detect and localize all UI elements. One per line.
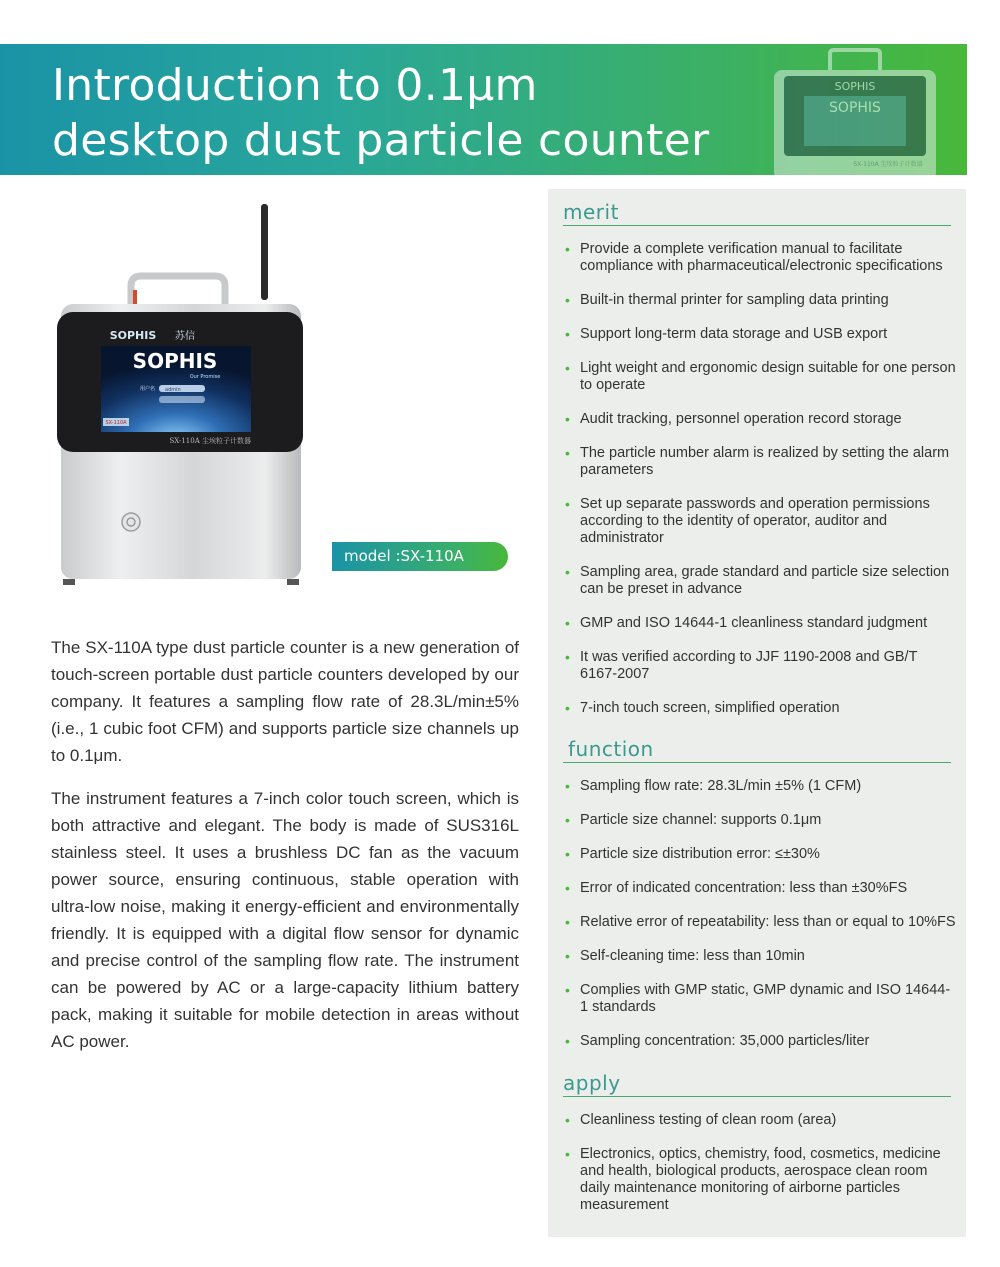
list-item: • Set up separate passwords and operation permissions according to the identity of operator, auditor and administrator (565, 496, 930, 546)
screen-user-label: 用户名 (139, 386, 155, 392)
title-line-2: desktop dust particle counter (52, 115, 710, 166)
apply-list (563, 1112, 958, 1231)
list-item: • Self-cleaning time: less than 10min (565, 948, 805, 964)
banner-brand-text: SOPHIS (834, 80, 876, 93)
list-item: • Sampling concentration: 35,000 particles/liter (565, 1033, 870, 1049)
screen-corner-label: SX-110A (105, 420, 127, 426)
screen-user-value: admin (165, 387, 181, 393)
list-item: • Relative error of repeatability: less than or equal to 10%FS (565, 914, 956, 930)
list-item: • Particle size distribution error: ≤±30% (565, 846, 820, 862)
list-item: • Particle size channel: supports 0.1μm (565, 812, 822, 828)
banner-device-image (770, 48, 940, 175)
list-item: • Error of indicated concentration: less than ±30%FS (565, 880, 908, 896)
list-item: • Sampling area, grade standard and particle size selection can be preset in advance (565, 564, 950, 597)
function-list (563, 778, 958, 1067)
list-item: • Support long-term data storage and USB export (565, 326, 888, 342)
screen-slogan: Our Promise (189, 374, 221, 380)
description-paragraph-2: The instrument features a 7-inch color touch screen, which is both attractive and elegant. The body is made of SUS316L stainless steel. It uses a brushless DC fan as the vacuum power source, ensuring continuous, stable operation with ultra-low noise, making it energy-efficient and environmentally friendly. It is equipped with a digital flow sensor for dynamic and precise control of the sampling flow rate. The instrument can be powered by AC or a large-capacity lithium battery pack, making it suitable for mobile detection in areas without AC power. (51, 789, 519, 1051)
list-item: • The particle number alarm is realized by setting the alarm parameters (565, 445, 950, 478)
list-item: • Light weight and ergonomic design suitable for one person to operate (565, 360, 956, 393)
model-badge: model :SX-110A (332, 542, 508, 571)
list-item: • 7-inch touch screen, simplified operation (565, 700, 840, 716)
features-panel (548, 189, 966, 1237)
list-item: • Audit tracking, personnel operation record storage (565, 411, 902, 427)
antenna (261, 204, 268, 300)
power-button-icon (122, 513, 140, 531)
list-item: • It was verified according to JJF 1190-2008 and GB/T 6167-2007 (565, 649, 918, 682)
merit-title: merit (563, 199, 951, 226)
list-item: • Electronics, optics, chemistry, food, cosmetics, medicine and health, biological products, aerospace clean room daily maintenance monitoring of airborne particles measurement (565, 1146, 941, 1213)
merit-list (563, 241, 958, 734)
banner-screen-brand: SOPHIS (829, 100, 881, 116)
description-paragraph-1: The SX-110A type dust particle counter is a new generation of touch-screen portable dust particle counters developed by our company. It features a sampling flow rate of 28.3L/min±5% (i.e., 1 cubic foot CFM) and supports particle size channels up to 0.1μm. (51, 638, 519, 765)
banner-screen-caption: SX-110A 尘埃粒子计数器 (853, 161, 923, 168)
bezel-caption: SX-110A 尘埃粒子计数器 (169, 437, 251, 445)
list-item: • Cleanliness testing of clean room (area) (565, 1112, 837, 1128)
list-item: • Sampling flow rate: 28.3L/min ±5% (1 CFM) (565, 778, 862, 794)
screen-brand: SOPHIS (132, 349, 218, 373)
list-item: • GMP and ISO 14644-1 cleanliness standard judgment (565, 615, 928, 631)
apply-title: apply (563, 1070, 951, 1097)
title-line-1: Introduction to 0.1μm (52, 60, 538, 111)
bezel-brand-cn: 苏信 (175, 331, 195, 342)
header-banner (0, 44, 967, 175)
bezel-brand: SOPHIS (109, 329, 157, 342)
list-item: • Provide a complete verification manual to facilitate compliance with pharmaceutical/electronic specifications (565, 241, 943, 274)
list-item: • Complies with GMP static, GMP dynamic and ISO 14644-1 standards (565, 982, 951, 1015)
page-title (52, 58, 752, 168)
function-title: function (563, 736, 951, 763)
list-item: • Built-in thermal printer for sampling data printing (565, 292, 889, 308)
product-image (55, 200, 315, 590)
